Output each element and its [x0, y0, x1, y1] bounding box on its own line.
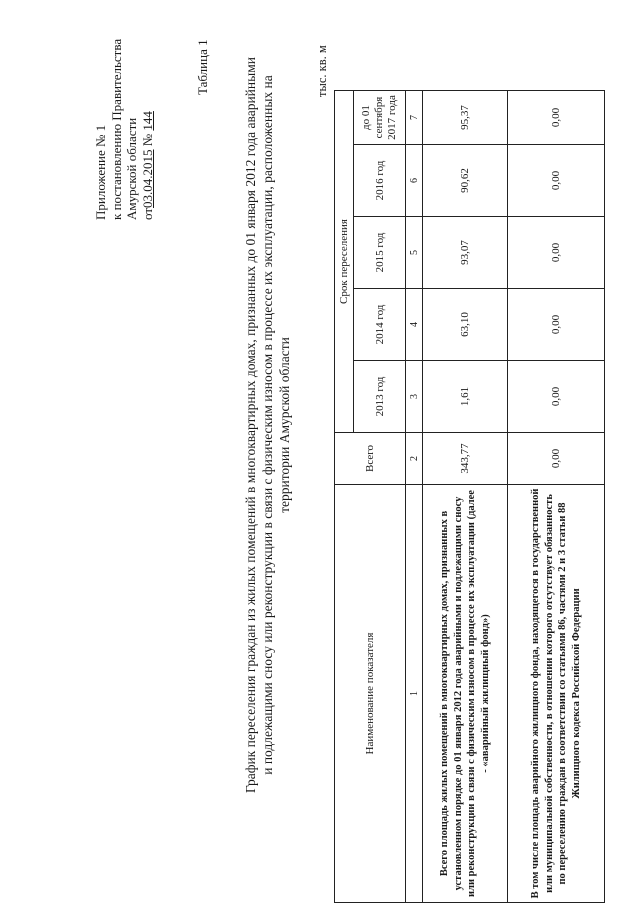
- row-2-2016: 0,00: [508, 145, 605, 217]
- header-name: Наименование показателя: [335, 485, 406, 903]
- attachment-header: [93, 0, 155, 220]
- column-number-row: [406, 91, 423, 903]
- col-number-6: 6: [406, 145, 423, 217]
- col-number-5: 5: [406, 217, 423, 289]
- header-period: Срок переселения: [335, 91, 354, 433]
- resettlement-table: [334, 90, 605, 903]
- row-2-2014: 0,00: [508, 289, 605, 361]
- table-number: Таблица 1: [195, 39, 210, 95]
- header-year-2017-l1: до 01: [360, 105, 372, 130]
- title-line-2: и подлежащими сносу или реконструкции в связи с физическим износом в процессе их эксплуатации, расположенных на: [260, 75, 275, 775]
- attachment-no: №: [139, 130, 155, 150]
- row-1-total: 343,77: [423, 433, 508, 485]
- col-number-1: 1: [406, 485, 423, 903]
- header-year-2017-l3: 2017 года: [386, 95, 398, 140]
- col-number-7: 7: [406, 91, 423, 145]
- document-title: [242, 40, 293, 810]
- col-number-2: 2: [406, 433, 423, 485]
- row-1-2016: 90,62: [423, 145, 508, 217]
- table-row: [508, 91, 605, 903]
- units-label: тыс. кв. м: [315, 45, 329, 97]
- row-2-2013: 0,00: [508, 361, 605, 433]
- header-row-1: [335, 91, 354, 903]
- header-year-2016: 2016 год: [354, 145, 406, 217]
- title-line-1: График переселения граждан из жилых помещений в многоквартирных домах, признанных до 01 января 2012 года аварийными: [243, 57, 258, 793]
- row-1-2015: 93,07: [423, 217, 508, 289]
- attachment-line-3: Амурской области: [124, 117, 139, 220]
- row-2-2015: 0,00: [508, 217, 605, 289]
- attachment-number: 144: [139, 111, 155, 131]
- row-1-2013: 1,61: [423, 361, 508, 433]
- attachment-date: 03.04.2015: [139, 149, 155, 208]
- attachment-line-2: к постановлению Правительства: [108, 38, 124, 220]
- col-number-4: 4: [406, 289, 423, 361]
- header-year-2017-l2: сентября: [373, 96, 385, 139]
- row-1-2014: 63,10: [423, 289, 508, 361]
- col-number-3: 3: [406, 361, 423, 433]
- attachment-from: от: [139, 207, 155, 220]
- title-line-3: территории Амурской области: [277, 337, 292, 513]
- row-2-name: В том числе площадь аварийного жилищного фонда, находящегося в государственной или муниципальной собственности, в отношении которого отсутствует обязанность по переселению граждан в соответствии со статьями 86, частями 2 и 3 статьи 88 Жилищного кодекса Российской Федерации: [508, 485, 605, 903]
- row-1-name: Всего площадь жилых помещений в многоквартирных домах, признанных в установленном порядке до 01 января 2012 года аварийными и подлежащими сносу или реконструкции в связи с физическим износом в процессе их эксплуатации (далее - «аварийный жилищный фонд»): [423, 485, 508, 903]
- table-row: [423, 91, 508, 903]
- row-1-2017: 95,37: [423, 91, 508, 145]
- attachment-line-1: Приложение № 1: [93, 124, 108, 220]
- header-year-2014: 2014 год: [354, 289, 406, 361]
- header-year-2015: 2015 год: [354, 217, 406, 289]
- header-total: Всего: [335, 433, 406, 485]
- header-year-2013: 2013 год: [354, 361, 406, 433]
- row-2-total: 0,00: [508, 433, 605, 485]
- attachment-date-line: [140, 0, 156, 220]
- header-year-2017: [354, 91, 406, 145]
- row-2-2017: 0,00: [508, 91, 605, 145]
